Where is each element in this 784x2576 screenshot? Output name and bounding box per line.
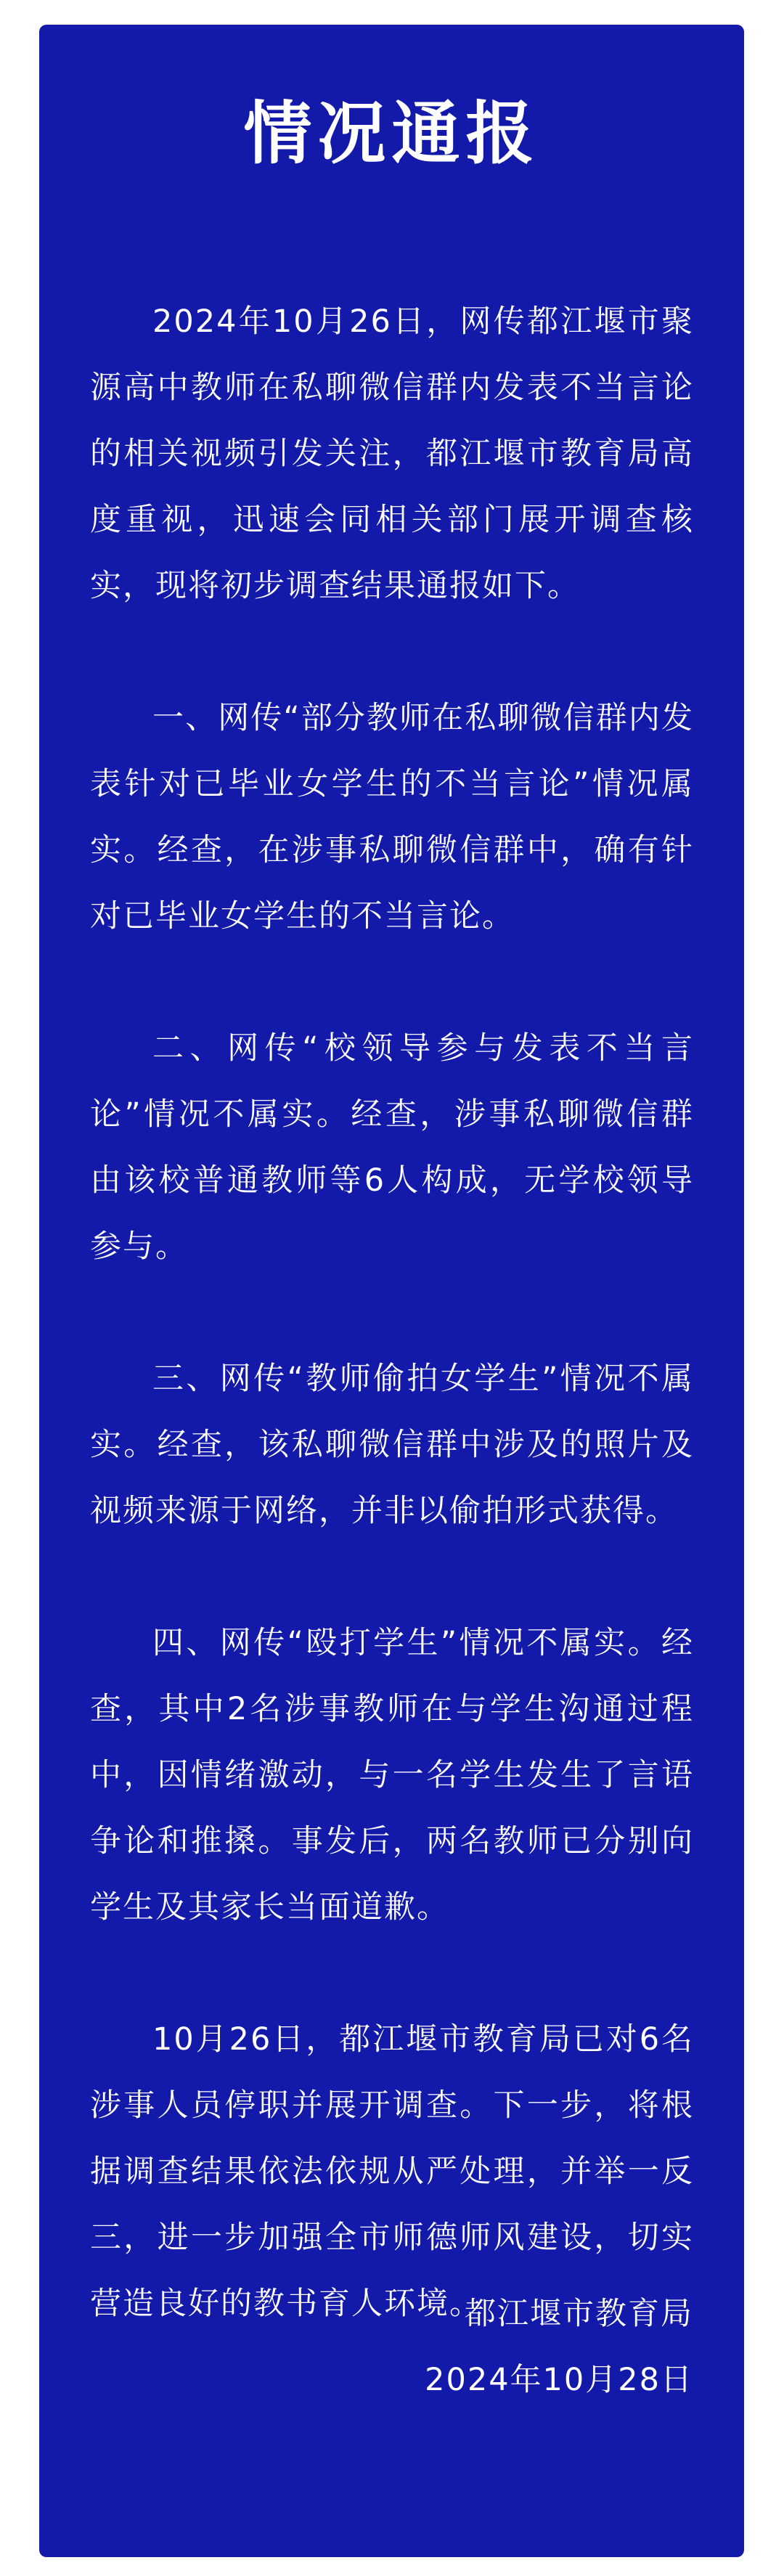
- notice-body: [90, 289, 694, 2403]
- notice-paragraph-conclusion: 10月26日，都江堰市教育局已对6名涉事人员停职并展开调查。下一步，将根据调查结果依法依规从严处理，并举一反三，进一步加强全市师德师风建设，切实营造良好的教书育人环境。: [90, 2021, 694, 2322]
- notice-card: [39, 25, 744, 2557]
- notice-date: 2024年10月28日: [425, 2362, 693, 2398]
- notice-paragraph-intro: 2024年10月26日，网传都江堰市聚源高中教师在私聊微信群内发表不当言论的相关视频引发关注，都江堰市教育局高度重视，迅速会同相关部门展开调查核实，现将初步调查结果通报如下。: [90, 303, 694, 604]
- notice-paragraph-finding-1: 一、网传“部分教师在私聊微信群内发表针对已毕业女学生的不当言论”情况属实。经查，在涉事私聊微信群中，确有针对已毕业女学生的不当言论。: [90, 700, 694, 934]
- notice-signature: [425, 2281, 693, 2413]
- notice-paragraph-finding-3: 三、网传“教师偷拍女学生”情况不属实。经查，该私聊微信群中涉及的照片及视频来源于网络，并非以偷拍形式获得。: [90, 1361, 694, 1529]
- notice-paragraph-finding-4: 四、网传“殴打学生”情况不属实。经查，其中2名涉事教师在与学生沟通过程中，因情绪激动，与一名学生发生了言语争论和推搡。事发后，两名教师已分别向学生及其家长当面道歉。: [90, 1625, 694, 1925]
- notice-issuer: 都江堰市教育局: [465, 2296, 693, 2332]
- notice-paragraph-finding-2: 二、网传“校领导参与发表不当言论”情况不属实。经查，涉事私聊微信群由该校普通教师等6人构成，无学校领导参与。: [90, 1030, 694, 1265]
- notice-title: 情况通报: [243, 94, 540, 174]
